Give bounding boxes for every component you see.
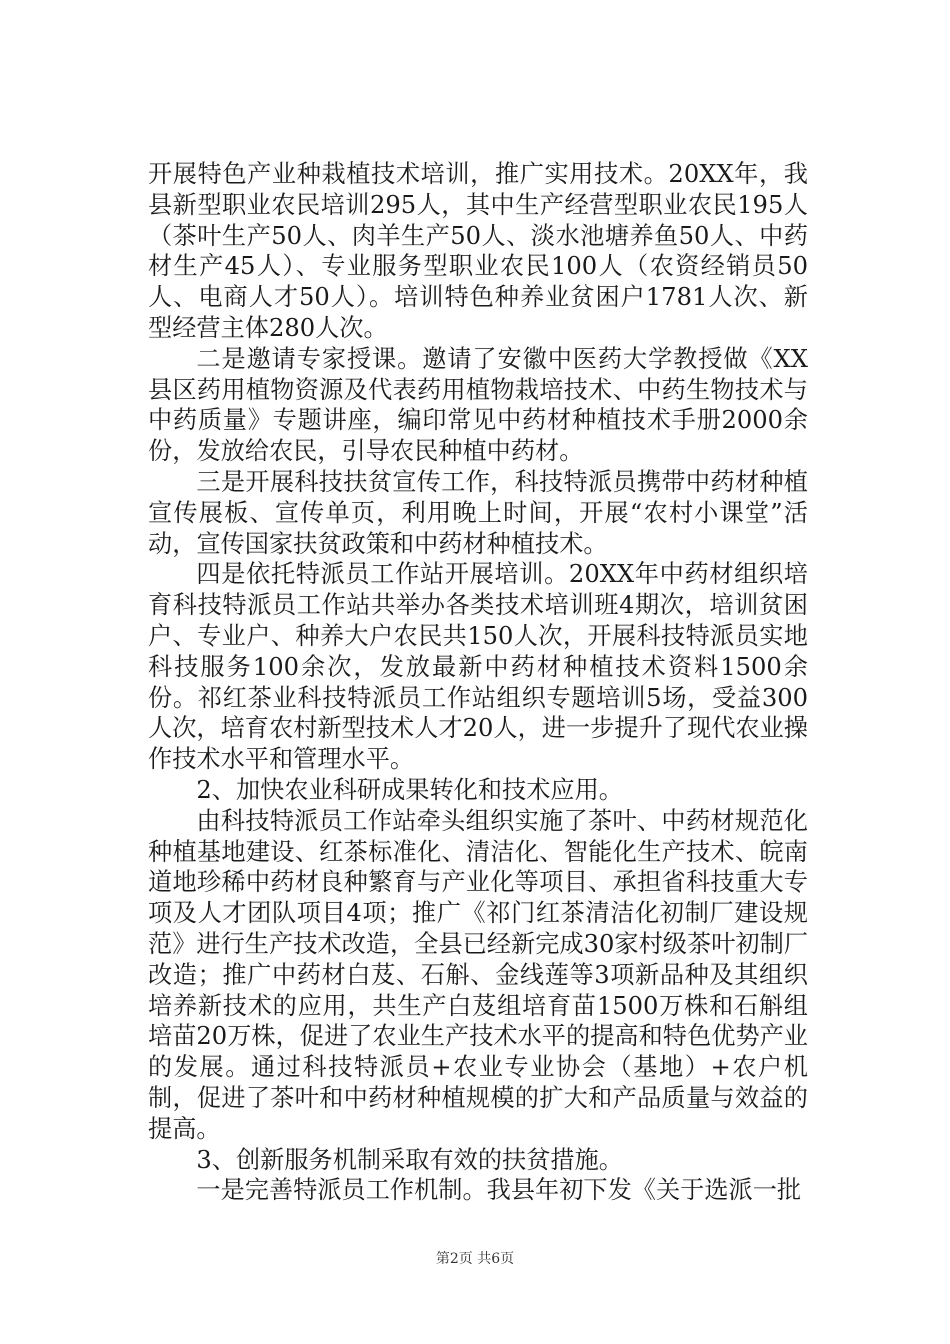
document-body (148, 159, 808, 1206)
paragraph-research-conversion: 由科技特派员工作站牵头组织实施了茶叶、中药材规范化种植基地建设、红茶标准化、清洁化、智能化生产技术、皖南道地珍稀中药材良种繁育与产业化等项目、承担省科技重大专项及人才团队项目4项；推广《祁门红茶清洁化初制厂建设规范》进行生产技术改造，全县已经新完成30家村级茶叶初制厂改造；推广中药材白芨、石斛、金线莲等3项新品种及其组织培养新技术的应用，共生产白芨组培育苗1500万株和石斛组培苗20万株，促进了农业生产技术水平的提高和特色优势产业的发展。通过科技特派员+农业专业协会（基地）+农户机制，促进了茶叶和中药材种植规模的扩大和产品质量与效益的提高。 (148, 806, 808, 1143)
paragraph-training-continued: 开展特色产业种栽植技术培训，推广实用技术。20XX年，我县新型职业农民培训295人，其中生产经营型职业农民195人（茶叶生产50人、肉羊生产50人、淡水池塘养鱼50人、中药材生产45人）、专业服务型职业农民100人（农资经销员50人、电商人才50人）。培训特色种养业贫困户1781人次、新型经营主体280人次。 (148, 160, 808, 342)
page-footer: 第2页 共6页 (435, 1251, 515, 1267)
section-heading-3: 3、创新服务机制采取有效的扶贫措施。 (196, 1145, 623, 1174)
paragraph-expert-lectures: 二是邀请专家授课。邀请了安徽中医药大学教授做《XX县区药用植物资源及代表药用植物栽培技术、中药生物技术与中药质量》专题讲座，编印常见中药材种植技术手册2000余份，发放给农民，引导农民种植中药材。 (148, 344, 808, 466)
paragraph-publicity: 三是开展科技扶贫宣传工作，科技特派员携带中药材种植宣传展板、宣传单页，利用晚上时间，开展“农村小课堂”活动，宣传国家扶贫政策和中药材种植技术。 (148, 467, 808, 558)
section-heading-2: 2、加快农业科研成果转化和技术应用。 (196, 775, 623, 804)
paragraph-mechanism: 一是完善特派员工作机制。我县年初下发《关于选派一批 (196, 1176, 802, 1205)
paragraph-workstation-training: 四是依托特派员工作站开展培训。20XX年中药材组织培育科技特派员工作站共举办各类技术培训班4期次，培训贫困户、专业户、种养大户农民共150人次，开展科技特派员实地科技服务100余次，发放最新中药材种植技术资料1500余份。祁红茶业科技特派员工作站组织专题培训5场，受益300人次，培育农村新型技术人才20人，进一步提升了现代农业操作技术水平和管理水平。 (148, 560, 808, 774)
